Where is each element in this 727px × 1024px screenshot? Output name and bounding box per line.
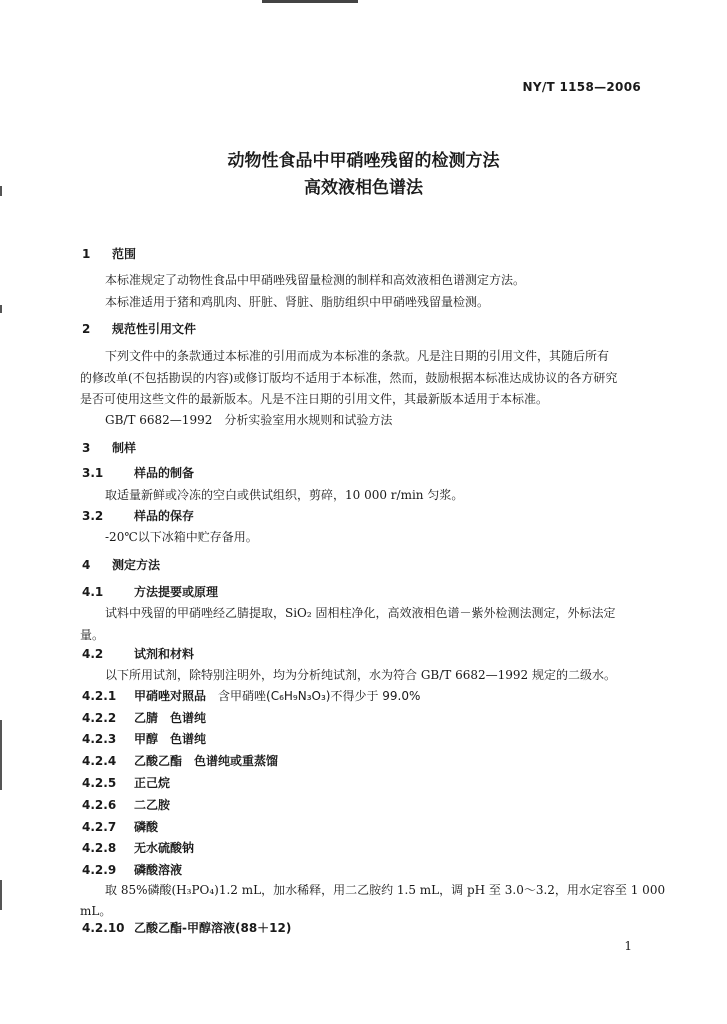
item-detail: 色谱纯 bbox=[170, 732, 207, 746]
subsection-heading-4-2 bbox=[82, 646, 194, 662]
section-title: 范围 bbox=[112, 247, 137, 261]
paragraph: 是否可使用这些文件的最新版本。凡是不注日期的引用文件，其最新版本适用于本标准。 bbox=[80, 392, 549, 406]
section-number: 3.2 bbox=[82, 509, 104, 523]
paragraph: 试料中残留的甲硝唑经乙腈提取，SiO₂ 固相柱净化，高效液相色谱－紫外检测法测定，外标法定 bbox=[105, 606, 616, 620]
section-number: 4.2 bbox=[82, 647, 104, 661]
section-title: 制样 bbox=[112, 441, 137, 455]
paragraph: 下列文件中的条款通过本标准的引用而成为本标准的条款。凡是注日期的引用文件，其随后所有 bbox=[105, 349, 610, 363]
reagent-item bbox=[82, 797, 170, 813]
paragraph: 取适量新鲜或冷冻的空白或供试组织，剪碎，10 000 r/min 匀浆。 bbox=[105, 488, 464, 502]
item-label: 正己烷 bbox=[134, 776, 171, 790]
reagent-item bbox=[82, 753, 278, 769]
section-heading-1 bbox=[82, 246, 136, 262]
item-label: 乙腈 bbox=[134, 711, 159, 725]
item-label: 甲硝唑对照品 bbox=[134, 689, 207, 703]
item-number: 4.2.6 bbox=[82, 798, 117, 812]
reagent-item bbox=[82, 688, 420, 704]
subsection-heading-3-2 bbox=[82, 508, 194, 524]
standard-number: NY/T 1158—2006 bbox=[522, 80, 641, 94]
section-title: 样品的保存 bbox=[134, 509, 195, 523]
scan-artifact-edge bbox=[0, 880, 2, 910]
item-label: 二乙胺 bbox=[134, 798, 171, 812]
item-detail: 含甲硝唑(C₆H₉N₃O₃)不得少于 99.0% bbox=[218, 689, 421, 703]
item-number: 4.2.5 bbox=[82, 776, 117, 790]
reagent-item bbox=[82, 862, 182, 878]
item-label: 磷酸溶液 bbox=[134, 863, 183, 877]
item-detail: 色谱纯 bbox=[170, 711, 207, 725]
reagent-item bbox=[82, 775, 170, 791]
section-title: 样品的制备 bbox=[134, 466, 195, 480]
paragraph: 以下所用试剂，除特别注明外，均为分析纯试剂，水为符合 GB/T 6682—1992 规定的二级水。 bbox=[105, 668, 616, 682]
reagent-item bbox=[82, 819, 158, 835]
reagent-item bbox=[82, 731, 206, 747]
paragraph: 本标准规定了动物性食品中甲硝唑残留量检测的制样和高效液相色谱测定方法。 bbox=[105, 273, 526, 287]
section-number: 2 bbox=[82, 322, 91, 336]
document-subtitle: 高效液相色谱法 bbox=[304, 178, 423, 198]
section-number: 4 bbox=[82, 558, 91, 572]
section-number: 3.1 bbox=[82, 466, 104, 480]
item-label: 乙酸乙酯 bbox=[134, 754, 183, 768]
section-title: 方法提要或原理 bbox=[134, 585, 219, 599]
paragraph: mL。 bbox=[80, 904, 112, 918]
paragraph: 取 85%磷酸(H₃PO₄)1.2 mL，加水稀释，用二乙胺约 1.5 mL，调 pH 至 3.0～3.2，用水定容至 1 000 bbox=[105, 883, 666, 897]
section-title: 试剂和材料 bbox=[134, 647, 195, 661]
reagent-item bbox=[82, 710, 206, 726]
section-heading-4 bbox=[82, 557, 160, 573]
normative-reference: GB/T 6682—1992 分析实验室用水规则和试验方法 bbox=[105, 413, 393, 427]
scan-artifact-edge bbox=[0, 305, 2, 313]
item-label: 磷酸 bbox=[134, 820, 159, 834]
item-number: 4.2.10 bbox=[82, 921, 125, 935]
section-heading-2 bbox=[82, 321, 196, 337]
paragraph: 的修改单(不包括勘误的内容)或修订版均不适用于本标准，然而，鼓励根据本标准达成协议的各方研究 bbox=[80, 371, 618, 385]
paragraph: 量。 bbox=[80, 628, 105, 642]
page-number: 1 bbox=[624, 939, 632, 953]
document-title: 动物性食品中甲硝唑残留的检测方法 bbox=[227, 151, 500, 171]
subsection-heading-4-1 bbox=[82, 584, 218, 600]
item-number: 4.2.9 bbox=[82, 863, 117, 877]
reagent-item bbox=[82, 840, 194, 856]
item-number: 4.2.4 bbox=[82, 754, 117, 768]
reagent-item bbox=[82, 920, 291, 936]
item-label: 无水硫酸钠 bbox=[134, 841, 195, 855]
item-number: 4.2.8 bbox=[82, 841, 117, 855]
item-label: 乙酸乙酯-甲醇溶液(88＋12) bbox=[134, 921, 292, 935]
scan-artifact-edge bbox=[0, 720, 2, 790]
section-number: 3 bbox=[82, 441, 91, 455]
subsection-heading-3-1 bbox=[82, 465, 194, 481]
item-detail: 色谱纯或重蒸馏 bbox=[194, 754, 279, 768]
section-title: 规范性引用文件 bbox=[112, 322, 197, 336]
section-number: 4.1 bbox=[82, 585, 104, 599]
item-number: 4.2.2 bbox=[82, 711, 117, 725]
item-number: 4.2.7 bbox=[82, 820, 117, 834]
paragraph: 本标准适用于猪和鸡肌肉、肝脏、肾脏、脂肪组织中甲硝唑残留量检测。 bbox=[105, 295, 490, 309]
item-label: 甲醇 bbox=[134, 732, 159, 746]
item-number: 4.2.1 bbox=[82, 689, 117, 703]
section-number: 1 bbox=[82, 247, 91, 261]
item-number: 4.2.3 bbox=[82, 732, 117, 746]
section-title: 测定方法 bbox=[112, 558, 161, 572]
section-heading-3 bbox=[82, 440, 136, 456]
paragraph: -20℃以下冰箱中贮存备用。 bbox=[105, 530, 258, 544]
scan-artifact-top bbox=[262, 0, 358, 3]
